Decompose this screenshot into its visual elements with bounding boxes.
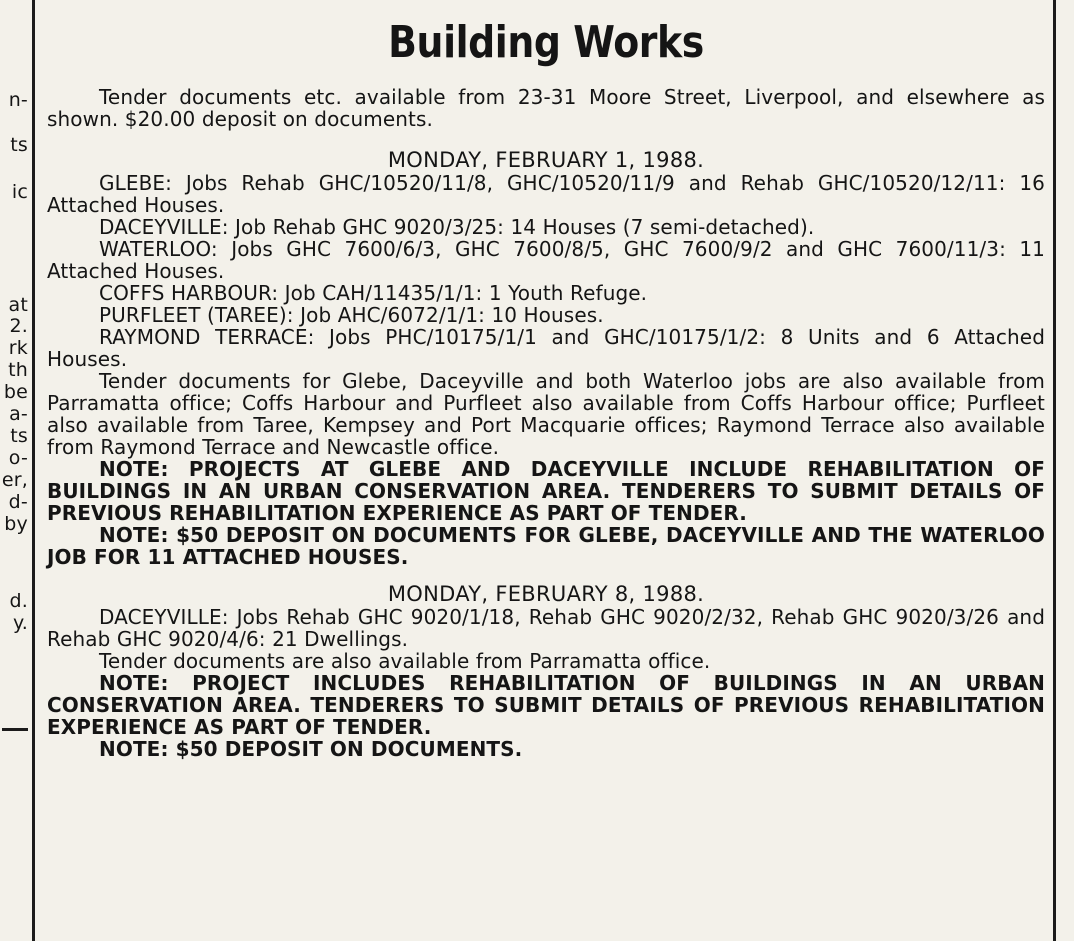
- note-rehabilitation: NOTE: PROJECT INCLUDES REHABILITATION OF BUILDINGS IN AN URBAN CONSERVATION AREA. TENDERERS TO SUBMIT DETAILS OF PREVIOUS REHABILITATION EXPERIENCE AS PART OF TENDER.: [47, 671, 1045, 739]
- job-waterloo: WATERLOO: Jobs GHC 7600/6/3, GHC 7600/8/5, GHC 7600/9/2 and GHC 7600/11/3: 11 Attached Houses.: [47, 237, 1045, 283]
- left-fragment: 2.: [9, 315, 28, 337]
- note-rehabilitation: NOTE: PROJECTS AT GLEBE AND DACEYVILLE INCLUDE REHABILITATION OF BUILDINGS IN AN URBAN CONSERVATION AREA. TENDERERS TO SUBMIT DETAILS OF PREVIOUS REHABILITATION EXPERIENCE AS PART OF TENDER.: [47, 457, 1045, 525]
- section-date: MONDAY, FEBRUARY 1, 1988.: [387, 148, 705, 172]
- left-fragment: ts: [10, 134, 28, 156]
- section-feb-8: [47, 582, 1045, 760]
- column-rule-right: [1053, 0, 1056, 941]
- section-date: MONDAY, FEBRUARY 8, 1988.: [387, 582, 705, 606]
- note-deposit: NOTE: $50 DEPOSIT ON DOCUMENTS.: [99, 737, 523, 761]
- availability-paragraph: Tender documents are also available from Parramatta office.: [99, 649, 711, 673]
- job-purfleet: PURFLEET (TAREE): Job AHC/6072/1/1: 10 Houses.: [99, 303, 604, 327]
- left-fragment: er,: [1, 469, 28, 491]
- left-fragment: be: [3, 381, 28, 403]
- building-works-notice: [47, 14, 1045, 760]
- section-gap: [47, 568, 1045, 582]
- availability-paragraph: Tender documents for Glebe, Daceyville and both Waterloo jobs are also available from Parramatta office; Coffs Harbour and Purfleet also available from Coffs Harbour office; Purfleet also available from Taree, Kempsey and Port Macquarie offices; Raymond Terrace also available from Raymond Terrace and Newcastle office.: [47, 369, 1045, 459]
- left-fragment: d-: [8, 491, 28, 513]
- left-fragment: n-: [8, 89, 28, 111]
- note-deposit: NOTE: $50 DEPOSIT ON DOCUMENTS FOR GLEBE, DACEYVILLE AND THE WATERLOO JOB FOR 11 ATTACHED HOUSES.: [47, 523, 1045, 569]
- left-fragment: rk: [8, 337, 28, 359]
- left-fragment: th: [8, 359, 28, 381]
- job-coffs-harbour: COFFS HARBOUR: Job CAH/11435/1/1: 1 Youth Refuge.: [99, 281, 648, 305]
- adjacent-column-fragments: [0, 0, 30, 941]
- job-glebe: GLEBE: Jobs Rehab GHC/10520/11/8, GHC/10520/11/9 and Rehab GHC/10520/12/11: 16 Attached Houses.: [47, 171, 1045, 217]
- intro-paragraph: Tender documents etc. available from 23-31 Moore Street, Liverpool, and elsewhere as shown. $20.00 deposit on documents.: [47, 85, 1045, 131]
- left-fragment: d.: [9, 590, 28, 612]
- left-fragment: at: [8, 294, 28, 316]
- left-fragment: a-: [9, 403, 28, 425]
- left-fragment: ts: [10, 425, 28, 447]
- left-fragment: ic: [11, 181, 28, 203]
- left-fragment: by: [4, 513, 28, 535]
- column-end-dash: [2, 728, 28, 731]
- column-rule-left: [32, 0, 35, 941]
- job-daceyville: DACEYVILLE: Jobs Rehab GHC 9020/1/18, Rehab GHC 9020/2/32, Rehab GHC 9020/3/26 and Rehab GHC 9020/4/6: 21 Dwellings.: [47, 605, 1045, 651]
- left-fragment: y.: [13, 612, 28, 634]
- job-raymond-terrace: RAYMOND TERRACE: Jobs PHC/10175/1/1 and GHC/10175/1/2: 8 Units and 6 Attached Houses.: [47, 325, 1045, 371]
- section-feb-1: [47, 148, 1045, 568]
- left-fragment: o-: [8, 447, 28, 469]
- headline: Building Works: [388, 17, 704, 68]
- job-daceyville: DACEYVILLE: Job Rehab GHC 9020/3/25: 14 Houses (7 semi-detached).: [99, 215, 815, 239]
